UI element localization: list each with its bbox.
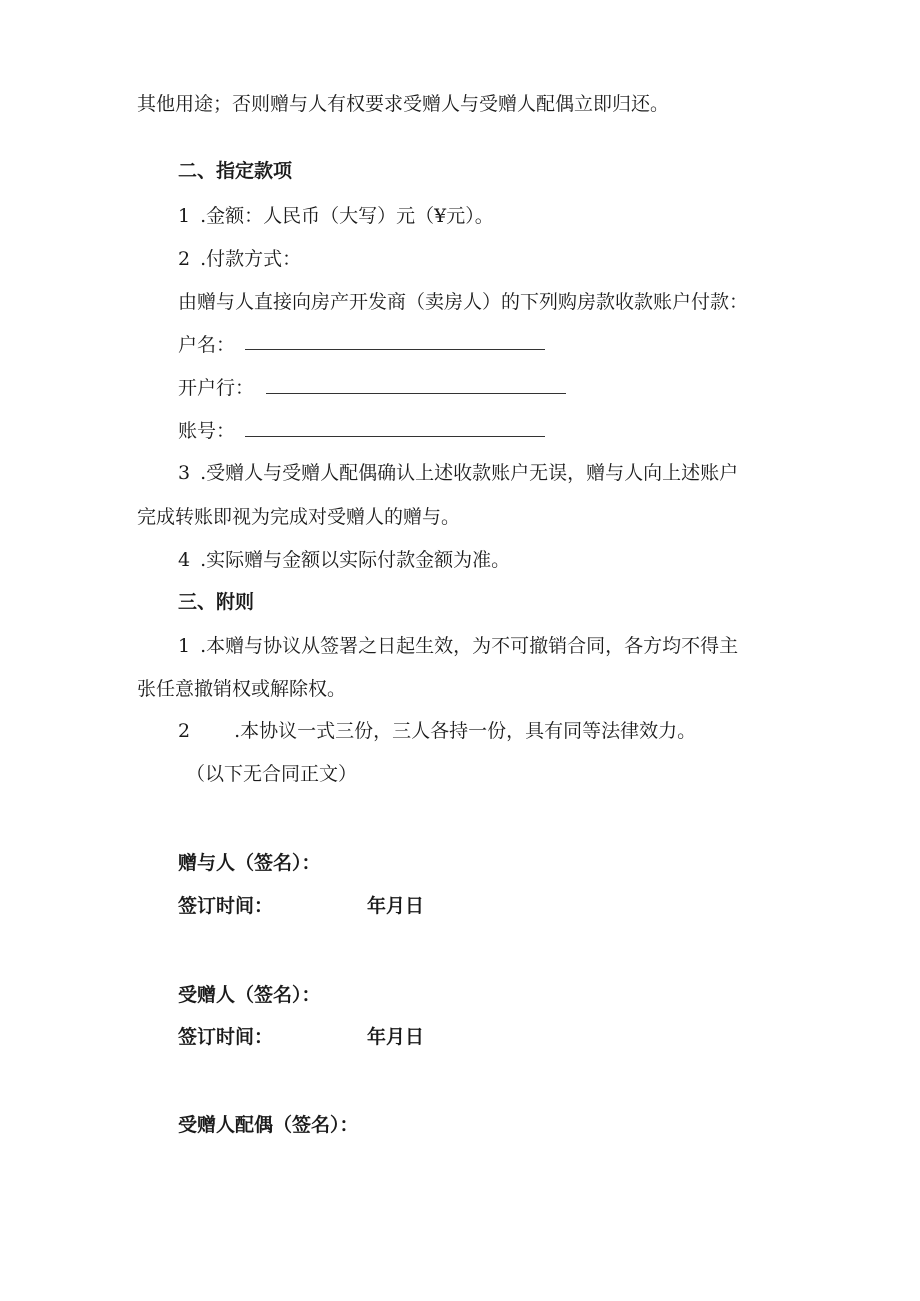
item-number: 2 bbox=[178, 248, 191, 270]
section3-item2 bbox=[178, 719, 696, 743]
section3-item1 bbox=[178, 634, 738, 658]
section3-item1-continued: 张任意撤销权或解除权。 bbox=[137, 678, 347, 700]
donor-signature-label: 赠与人（签名）： bbox=[178, 852, 321, 874]
item-text: .付款方式： bbox=[200, 248, 302, 270]
donee-date-value: 年月日 bbox=[367, 1026, 425, 1048]
spouse-signature-label: 受赠人配偶（签名）： bbox=[178, 1114, 359, 1136]
donee-signature-label: 受赠人（签名）： bbox=[178, 984, 321, 1006]
bank-blank bbox=[266, 393, 566, 394]
end-of-contract-note: （以下无合同正文） bbox=[186, 763, 358, 785]
item-text: .本赠与协议从签署之日起生效，为不可撤销合同，各方均不得主 bbox=[200, 635, 739, 657]
account-name-blank bbox=[245, 349, 545, 350]
account-number-label: 账号： bbox=[178, 420, 236, 442]
item-text: .金额：人民币（大写）元（¥元）。 bbox=[200, 205, 494, 227]
section2-item2 bbox=[178, 247, 301, 271]
item-number: 2 bbox=[178, 720, 191, 742]
item-number: 3 bbox=[178, 462, 191, 484]
section2-item3-continued: 完成转账即视为完成对受赠人的赠与。 bbox=[137, 506, 461, 528]
payment-description: 由赠与人直接向房产开发商（卖房人）的下列购房款收款账户付款： bbox=[178, 291, 749, 313]
intro-tail-text: 其他用途；否则赠与人有权要求受赠人与受赠人配偶立即归还。 bbox=[137, 93, 670, 115]
donor-date-value: 年月日 bbox=[367, 895, 425, 917]
item-text: .实际赠与金额以实际付款金额为准。 bbox=[200, 549, 511, 571]
donor-date-label: 签订时间： bbox=[178, 895, 274, 917]
item-text: .受赠人与受赠人配偶确认上述收款账户无误，赠与人向上述账户 bbox=[200, 462, 739, 484]
donee-date-label: 签订时间： bbox=[178, 1026, 274, 1048]
section2-item4 bbox=[178, 548, 510, 572]
section2-heading: 二、指定款项 bbox=[178, 160, 293, 182]
section2-item1 bbox=[178, 204, 494, 228]
account-number-blank bbox=[245, 436, 545, 437]
account-name-label: 户名： bbox=[178, 334, 236, 356]
section2-item3 bbox=[178, 461, 738, 485]
item-number: 1 bbox=[178, 205, 191, 227]
bank-label: 开户行： bbox=[178, 377, 255, 399]
item-text: .本协议一式三份，三人各持一份，具有同等法律效力。 bbox=[234, 720, 697, 742]
item-number: 1 bbox=[178, 635, 191, 657]
item-number: 4 bbox=[178, 549, 191, 571]
section3-heading: 三、附则 bbox=[178, 591, 255, 613]
